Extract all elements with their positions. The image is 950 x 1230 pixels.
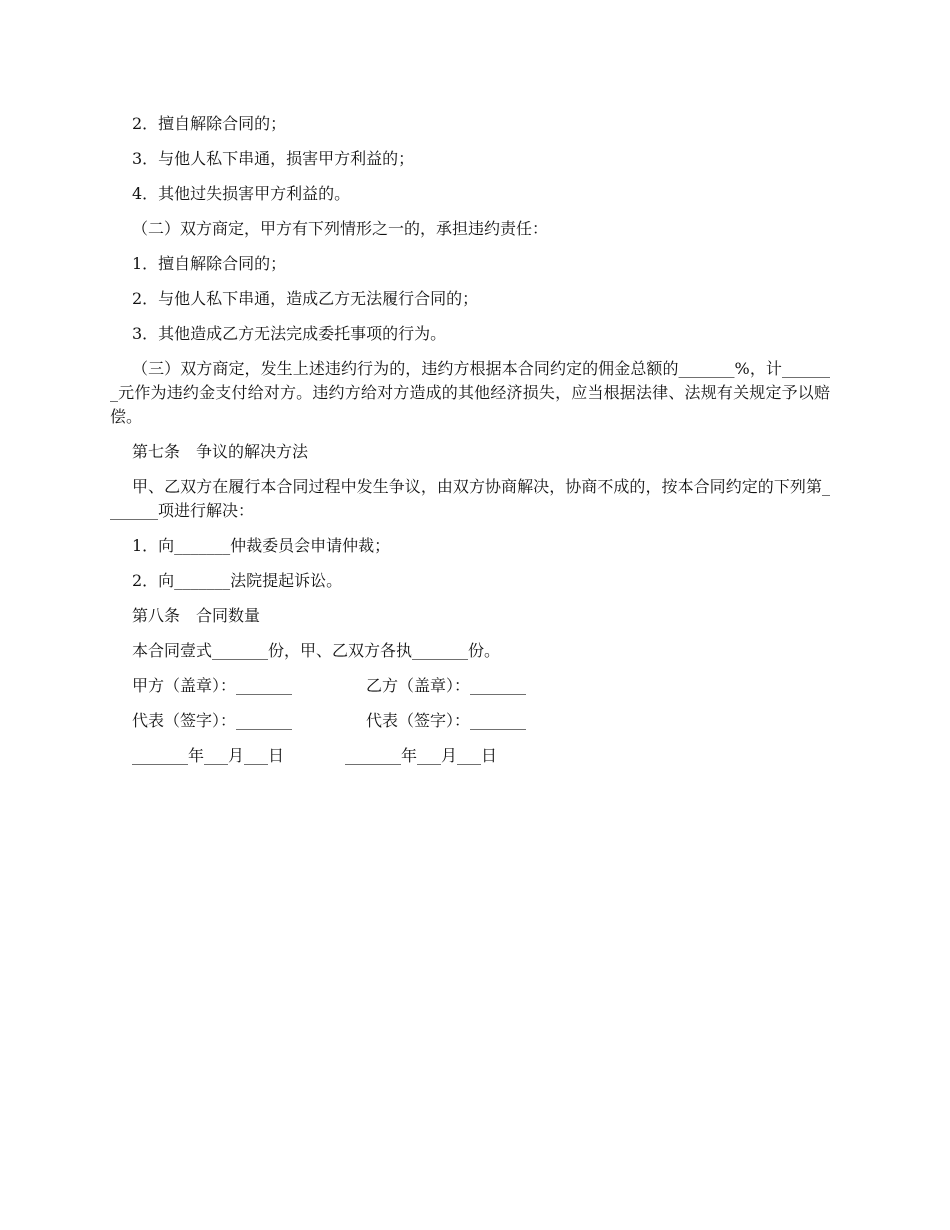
party-a-item-2: 2．与他人私下串通，造成乙方无法履行合同的；	[132, 289, 479, 308]
party-a-item-1: 1．擅自解除合同的；	[132, 254, 287, 273]
clause-item-3-collusion: 3．与他人私下串通，损害甲方利益的；	[132, 149, 415, 168]
party-a-date-line: _______年___月___日	[132, 746, 285, 765]
party-a-seal-line: 甲方（盖章）：_______	[132, 676, 293, 695]
copies-clause: 本合同壹式_______份，甲、乙双方各执_______份。	[132, 641, 501, 660]
party-a-item-3: 3．其他造成乙方无法完成委托事项的行为。	[132, 324, 447, 343]
article-7-heading: 第七条 争议的解决方法	[132, 442, 309, 461]
party-b-representative-line: 代表（签字）：_______	[366, 711, 527, 730]
party-a-representative-line: 代表（签字）：_______	[132, 711, 293, 730]
representative-row	[110, 709, 830, 733]
party-b-seal-line: 乙方（盖章）：_______	[366, 676, 527, 695]
party-b-date-line: _______年___月___日	[345, 746, 498, 765]
contract-body	[110, 112, 830, 779]
section-2-party-a-liability: （二）双方商定，甲方有下列情形之一的，承担违约责任：	[132, 219, 549, 238]
section-3-penalty: （三）双方商定，发生上述违约行为的，违约方根据本合同约定的佣金总额的_______%，计_______元作为违约金支付给对方。违约方给对方造成的其他经济损失，应当根据法律、法规有关规定予以赔偿。	[110, 359, 830, 426]
article-8-heading: 第八条 合同数量	[132, 606, 261, 625]
dispute-option-arbitration: 1．向_______仲裁委员会申请仲裁；	[132, 536, 391, 555]
seal-row	[110, 674, 830, 698]
clause-item-4-other-fault: 4．其他过失损害甲方利益的。	[132, 184, 351, 203]
clause-item-2-unilateral-termination: 2．擅自解除合同的；	[132, 114, 287, 133]
article-7-body: 甲、乙双方在履行本合同过程中发生争议，由双方协商解决，协商不成的，按本合同约定的下列第_______项进行解决：	[110, 477, 830, 520]
date-row	[110, 744, 830, 768]
dispute-option-litigation: 2．向_______法院提起诉讼。	[132, 571, 343, 590]
